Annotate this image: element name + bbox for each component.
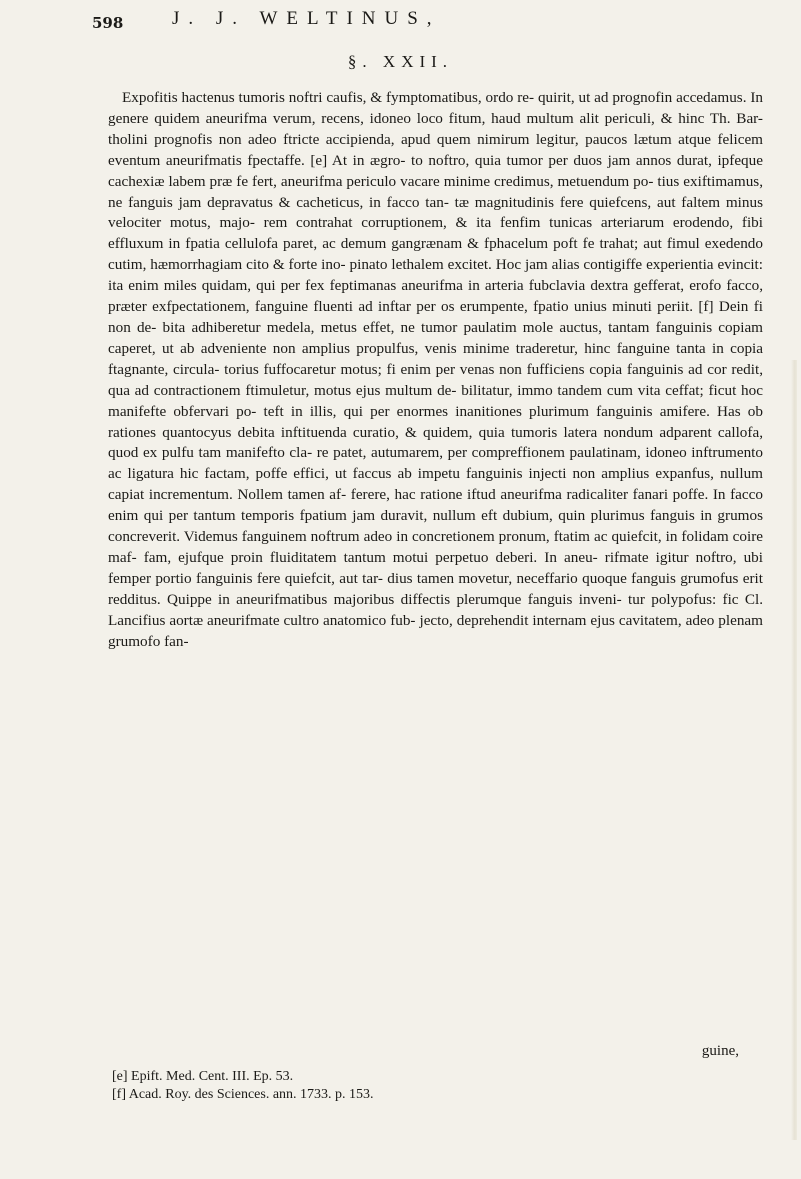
page-header — [92, 8, 761, 42]
body-paragraph: Expofitis hactenus tumoris noftri caufis, & fymptomatibus, ordo re- quirit, ut ad prognofin accedamus. In genere quidem aneurifma verum, recens, idoneo loco fitum, haud multum alit periculi, & hinc Th. Bar- tholini prognofis non adeo ftricte accipienda, apud quem nimirum legitur, paucos lætum atque felicem eventum aneurifmatis fpectaffe. [e] At in ægro- to noftro, quia tumor per duos jam annos durat, ipfeque cachexiæ labem præ fe fert, aneurifma periculo vacare minime credimus, metuendum po- tius exiftimamus, ne fanguis jam depravatus & cacheticus, in facco tan- tæ magnitudinis fere quiefcens, aut faltem minus velociter motus, majo- rem contrahat corruptionem, & ita fenfim tunicas arteriarum erodendo, fibi effluxum in fpatia cellulofa paret, ac demum gangrænam & fphacelum poft fe trahat; aut fimul exedendo cutim, hæmorrhagiam cito & forte ino- pinato lethalem excitet. Hoc jam alias contigiffe experientia evincit: ita enim miles quidam, qui per fex feptimanas aneurifma in arteria fubclavia dextra gefferat, erofo facco, præter exfpectationem, fanguine fluenti ad inftar per os erumpente, fpatio unius minuti periit. [f] Dein fi non de- bita adhiberetur medela, metus effet, ne tumor paulatim mole auctus, tantam fanguinis copiam caperet, ut ab adveniente non amplius propulfus, venis minime traderetur, hinc fanguine tanta in copia ftagnante, circula- torius fuffocaretur motus; fi enim per venas non fufficiens copia fanguinis ad cor redit, qua ad contractionem ftimuletur, motus ejus multum de- bilitatur, immo tandem cum vita ceffat; ficut hoc manifefte obfervari po- teft in illis, qui per enormes inanitiones plurimum fanguinis amifere. Has ob rationes quantocyus debita inftituenda curatio, & quidem, quia tumoris latera nondum adparent callofa, quod ex pulfu tam manifefto cla- re patet, autumarem, per compreffionem paulatinam, idoneo inftrumento ac ligatura hic factam, poffe effici, ut faccus ab impetu fanguinis injecti non amplius expanfus, nullum capiat incrementum. Nollem tamen af- ferere, hac ratione iftud aneurifma radicaliter fanari poffe. In facco enim qui per tantum temporis fpatium jam duravit, nullum eft dubium, quin plurimus fanguis in grumos concreverit. Videmus fanguinem noftrum adeo in concretionem pronum, ftatim ac quiefcit, in folidam coire maf- fam, ejufque proin fluiditatem tantum motui perpetuo deberi. In aneu- rifmate igitur noftro, ubi femper portio fanguinis fere quiefcit, aut tar- dius tamen movetur, neceffario quoque fanguis grumofus erit redditus. Quippe in aneurifmatibus majoribus diffectis plerumque fanguis inveni- tur polypofus: fic Cl. Lancifius aortæ aneurifmate cultro anatomico fub- jecto, deprehendit internam ejus cavitatem, adeo plenam grumofo fan- — [108, 89, 763, 650]
footnotes — [112, 1068, 752, 1104]
page-number: 598 — [92, 14, 124, 32]
running-head: J. J. WELTINUS, — [172, 8, 441, 29]
section-title: §. XXII. — [347, 52, 454, 71]
page-edge-shadow — [791, 360, 797, 1140]
footnote-f: [f] Acad. Roy. des Sciences. ann. 1733. p. 153. — [112, 1087, 374, 1102]
catchword: guine, — [701, 1043, 739, 1059]
footnote-e: [e] Epift. Med. Cent. III. Ep. 53. — [112, 1069, 294, 1084]
